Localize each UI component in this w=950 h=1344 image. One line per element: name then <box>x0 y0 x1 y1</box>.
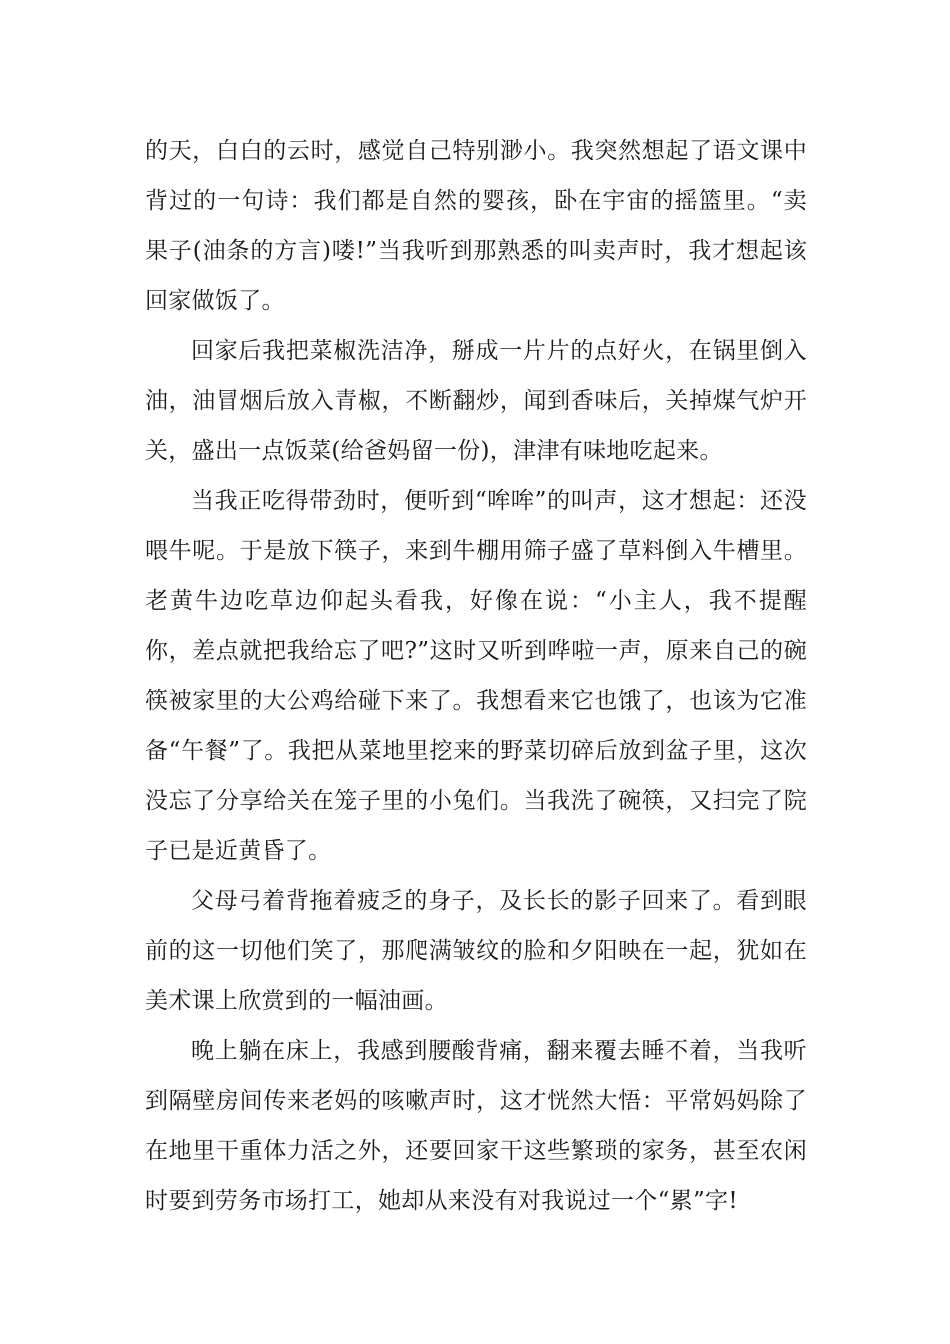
paragraph-5: 晚上躺在床上，我感到腰酸背痛，翻来覆去睡不着，当我听到隔壁房间传来老妈的咳嗽声时，这才恍然大悟：平常妈妈除了在地里干重体力活之外，还要回家干这些繁琐的家务，甚至农闲时要到劳务市场打工，她却从来没有对我说过一个“累”字! <box>145 1038 807 1214</box>
paragraph-2: 回家后我把菜椒洗洁净，掰成一片片的点好火，在锅里倒入油，油冒烟后放入青椒，不断翻炒，闻到香味后，关掉煤气炉开关，盛出一点饭菜(给爸妈留一份)，津津有味地吃起来。 <box>145 338 807 464</box>
paragraph-3: 当我正吃得带劲时，便听到“哞哞”的叫声，这才想起：还没喂牛呢。于是放下筷子，来到牛棚用筛子盛了草料倒入牛槽里。老黄牛边吃草边仰起头看我，好像在说：“小主人，我不提醒你，差点就把我给忘了吧?”这时又听到哗啦一声，原来自己的碗筷被家里的大公鸡给碰下来了。我想看来它也饿了，也该为它准备“午餐”了。我把从菜地里挖来的野菜切碎后放到盆子里，这次没忘了分享给关在笼子里的小兔们。当我洗了碗筷，又扫完了院子已是近黄昏了。 <box>145 488 807 864</box>
paragraph-4: 父母弓着背拖着疲乏的身子，及长长的影子回来了。看到眼前的这一切他们笑了，那爬满皱纹的脸和夕阳映在一起，犹如在美术课上欣赏到的一幅油画。 <box>145 888 807 1014</box>
body-text <box>145 126 807 1226</box>
paragraph-1: 的天，白白的云时，感觉自己特别渺小。我突然想起了语文课中背过的一句诗：我们都是自然的婴孩，卧在宇宙的摇篮里。“卖果子(油条的方言)喽!”当我听到那熟悉的叫卖声时，我才想起该回家做饭了。 <box>145 138 807 314</box>
